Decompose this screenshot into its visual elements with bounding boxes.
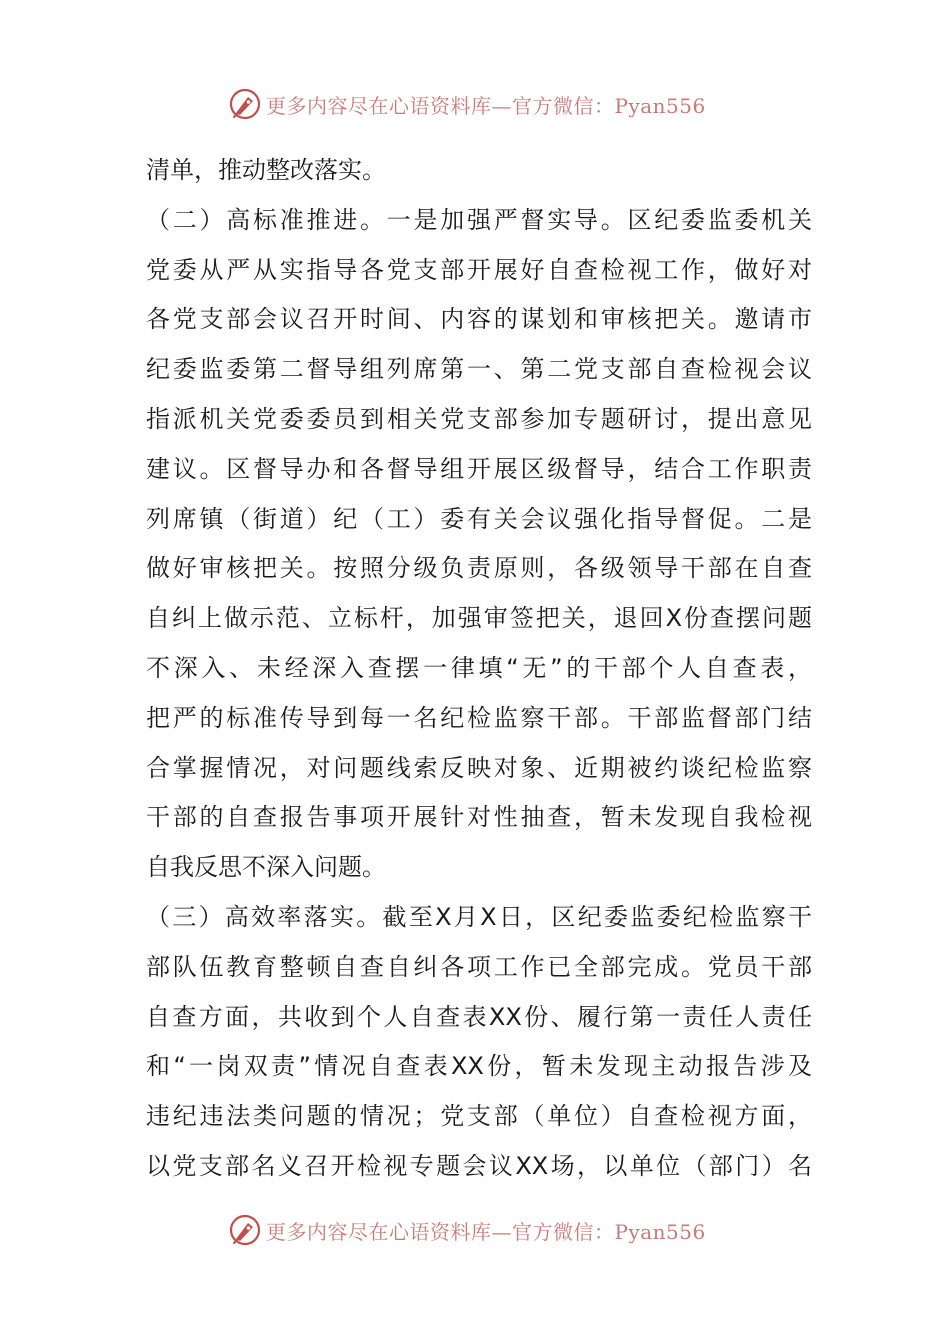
text-line: 把严的标准传导到每一名纪检监察干部。干部监督部门结 xyxy=(146,703,812,732)
pen-nib-circle-icon xyxy=(228,1213,262,1247)
text-line: 纪委监委第二督导组列席第一、第二党支部自查检视会议 xyxy=(146,355,812,384)
text-line: 以党支部名义召开检视专题会议XX场，以单位（部门）名 xyxy=(146,1151,812,1180)
text-line: 指派机关党委委员到相关党支部参加专题研讨，提出意见 xyxy=(146,404,812,433)
text-line: 列席镇（街道）纪（工）委有关会议强化指导督促。二是 xyxy=(146,504,812,533)
text-line: 党委从严从实指导各党支部开展好自查检视工作，做好对 xyxy=(146,255,812,284)
text-line: 各党支部会议召开时间、内容的谋划和审核把关。邀请市 xyxy=(146,305,812,334)
text-line: 违纪违法类问题的情况；党支部（单位）自查检视方面， xyxy=(146,1102,812,1131)
document-body xyxy=(146,146,812,1192)
text-line: 自纠上做示范、立标杆，加强审签把关，退回X份查摆问题 xyxy=(146,604,812,633)
footer-banner xyxy=(228,1212,706,1248)
header-banner-text: 更多内容尽在心语资料库—官方微信：Pyan556 xyxy=(266,93,706,118)
footer-banner-text: 更多内容尽在心语资料库—官方微信：Pyan556 xyxy=(266,1219,706,1244)
text-line: 自查方面，共收到个人自查表XX份、履行第一责任人责任 xyxy=(146,1002,812,1031)
pen-nib-circle-icon xyxy=(228,87,262,121)
header-banner xyxy=(228,86,706,122)
text-line: 做好审核把关。按照分级负责原则，各级领导干部在自查 xyxy=(146,554,812,583)
text-line: 和“一岗双责”情况自查表XX份，暂未发现主动报告涉及 xyxy=(146,1052,812,1081)
text-line: （三）高效率落实。截至X月X日，区纪委监委纪检监察干 xyxy=(146,902,812,931)
text-line: 清单，推动整改落实。 xyxy=(146,156,386,184)
text-line: 干部的自查报告事项开展针对性抽查，暂未发现自我检视 xyxy=(146,803,812,832)
text-line: 部队伍教育整顿自查自纠各项工作已全部完成。党员干部 xyxy=(146,952,812,981)
text-line: 自我反思不深入问题。 xyxy=(146,853,386,882)
text-line: 合掌握情况，对问题线索反映对象、近期被约谈纪检监察 xyxy=(146,753,812,782)
text-line: 建议。区督导办和各督导组开展区级督导，结合工作职责 xyxy=(146,454,812,483)
text-line: （二）高标准推进。一是加强严督实导。区纪委监委机关 xyxy=(146,205,812,234)
text-line: 不深入、未经深入查摆一律填“无”的干部个人自查表， xyxy=(146,653,812,682)
